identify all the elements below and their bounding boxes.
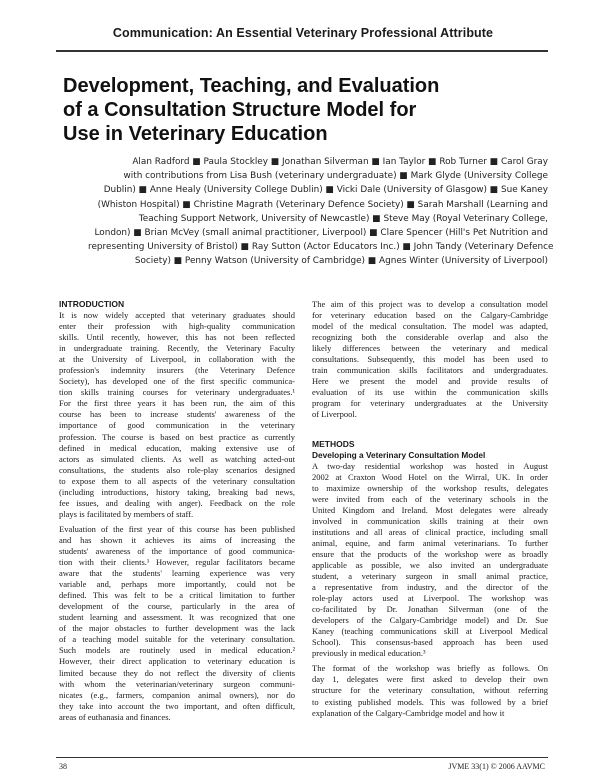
text-line: limited because they do not reflect the diversity of clients <box>59 667 295 678</box>
text-line: student learning and assessment. It was recognized that one <box>59 612 295 623</box>
journal-citation: JVME 33(1) © 2006 AAVMC <box>448 762 545 771</box>
text-line: of the major obstacles to further development was the lack <box>59 623 295 634</box>
text-line: development of the course, particularly in the area of <box>59 601 295 612</box>
text-line: to expose them to all aspects of the veterinary consultation <box>59 475 295 486</box>
section-heading-introduction: INTRODUCTION <box>59 299 125 309</box>
paragraph <box>312 663 548 718</box>
text-line: likely differences between the veterinary and medical <box>312 343 548 354</box>
text-line: to maximize ownership of the workshop results, delegates <box>312 482 548 493</box>
text-line: importance of good communication in the veterinary <box>59 420 295 431</box>
author-line: Alan Radford ■ Paula Stockley ■ Jonathan Silverman ■ Ian Taylor ■ Rob Turner ■ Carol Gray <box>132 157 548 167</box>
text-line: nicates (e.g., farmers, companion animal owners), nor do <box>59 689 295 700</box>
text-line: co-facilitated by Dr. Jonathan Silverman (one of the <box>312 604 548 615</box>
author-line: Dublin) ■ Anne Healy (University College Dublin) ■ Vicki Dale (University of Glasgow) ■ Sue Kaney <box>103 185 548 196</box>
text-line: student, a veterinary surgeon in small animal practice, <box>312 570 548 581</box>
text-line: tion with their clients.¹ However, regular facilitators became <box>59 557 295 568</box>
text-line: train communication skills facilitators and undergraduates. <box>312 365 548 376</box>
text-line: were invited from each of the veterinary schools in the <box>312 493 548 504</box>
text-line: areas of euthanasia and finances. <box>59 711 171 722</box>
text-line: at the University of Liverpool, in collaboration with the <box>59 354 295 365</box>
author-line: (Whiston Hospital) ■ Christine Magrath (Veterinary Defence Society) ■ Sarah Marshall (Learning and <box>97 199 548 210</box>
text-line: involved in communication skills training at their own <box>312 515 548 526</box>
author-line: London) ■ Brian McVey (small animal practitioner, Liverpool) ■ Clare Spencer (Hill's Pet Nutrition and <box>94 228 548 239</box>
text-line: skills. Until recently, however, this has not been reflected <box>59 332 295 343</box>
text-line: recognizing both the considerable overlap and also the <box>312 332 548 343</box>
text-line: Here we present the model and provide results of <box>312 376 548 387</box>
text-line: It is now widely accepted that veterinary graduates should <box>59 310 295 320</box>
right-column <box>312 299 548 723</box>
author-line: Teaching Support Network, University of Newcastle) ■ Steve May (Royal Veterinary College, <box>138 213 548 224</box>
text-line: previously in medical education.³ <box>312 648 426 659</box>
text-line: developers of the Calgary-Cambridge model) and Dr. Sue <box>312 615 548 626</box>
paragraph <box>59 310 295 520</box>
title-line: Development, Teaching, and Evaluation <box>63 75 440 97</box>
subsection-heading: Developing a Veterinary Consultation Model <box>312 449 486 460</box>
text-line: United Kingdom and Ireland. Most delegates were already <box>312 504 548 515</box>
text-line: defined in medical education, making extensive use of <box>59 442 295 453</box>
title-line: of a Consultation Structure Model for <box>63 99 417 121</box>
header-rule <box>56 50 548 52</box>
text-line: role-play actors used at Liverpool. The workshop was <box>312 593 548 604</box>
text-line: course has been to increase students' awareness of the <box>59 409 295 420</box>
text-line: profession's indemnity insurers (the Veterinary Defence <box>59 365 295 376</box>
paragraph <box>312 461 548 660</box>
author-line: with contributions from Lisa Bush (veterinary undergraduate) ■ Mark Glyde (University College <box>123 171 548 182</box>
text-line: However, their direct application to veterinary education is <box>59 656 295 667</box>
article-title <box>63 74 533 146</box>
text-line: profession. The course is based on best practice as currently <box>59 431 295 442</box>
text-line: The format of the workshop was briefly as follows. On <box>312 663 548 674</box>
text-line: and has shown it achieves its aims of increasing the <box>59 534 295 545</box>
text-line: 2002 at Craxton Wood Hotel on the Wirral, UK. In order <box>312 471 548 482</box>
section-heading-methods: METHODS <box>312 438 355 449</box>
text-line: model of the medical consultation. The model was adapted, <box>312 321 548 332</box>
text-line: of a teaching model suitable for the veterinary consultation. <box>59 634 295 645</box>
text-line: applicable as possible, we also invited an undergraduate <box>312 559 548 570</box>
text-line: they take into account the two important, and often difficult, <box>59 700 295 711</box>
footer-rule <box>56 757 548 758</box>
text-line: Evaluation of the first year of this course has been published <box>59 523 295 534</box>
text-line: consultations. Subsequently, this model has been used to <box>312 354 548 365</box>
text-line: evaluation of its use within the communication skills <box>312 387 548 398</box>
text-line: students' awareness of the importance of good communica- <box>59 545 295 556</box>
text-line: actors as simulated clients. As well as watching acted-out <box>59 453 295 464</box>
text-line: to existing published models. This was followed by a brief <box>312 696 548 707</box>
text-line: School). This consensus-based approach has been used <box>312 637 548 648</box>
left-column <box>59 299 295 727</box>
text-line: (including introductions, history taking, breaking bad news, <box>59 486 295 497</box>
text-line: institutions and all areas of clinical practice, including small <box>312 526 548 537</box>
running-head: Communication: An Essential Veterinary Professional Attribute <box>112 26 494 40</box>
text-line: Such models are routinely used in medical education.² <box>59 645 295 656</box>
text-line: structure for the veterinary consultation, without referring <box>312 685 548 696</box>
text-line: of Liverpool. <box>312 409 357 420</box>
text-line: variable and, perhaps more importantly, could not be <box>59 579 295 590</box>
text-line: Kaney (teaching communications skill at Liverpool Medical <box>312 626 548 637</box>
page-number: 38 <box>59 762 67 771</box>
title-line: Use in Veterinary Education <box>63 123 328 145</box>
author-list <box>88 155 554 269</box>
text-line: tion skills training courses for veterinary undergraduates.¹ <box>59 387 295 398</box>
text-line: plays is facilitated by members of staff. <box>59 508 194 519</box>
text-line: Society), has developed one of the first specific communica- <box>59 376 295 387</box>
text-line: day 1, delegates were first asked to develop their own <box>312 674 548 685</box>
author-line: Society) ■ Penny Watson (University of Cambridge) ■ Agnes Winter (University of Liverpool) <box>134 256 548 267</box>
text-line: For the first three years it has been run, the aim of this <box>59 398 295 409</box>
text-line: enter their profession with high-quality communication <box>59 321 295 332</box>
text-line: in undergraduate training. Recently, the Veterinary Faculty <box>59 343 295 354</box>
text-line: A two-day residential workshop was hosted in August <box>312 460 548 471</box>
text-line: consultations, the students also role-play scenarios designed <box>59 464 295 475</box>
text-line: explanation of the Calgary-Cambridge model and how it <box>312 707 505 718</box>
text-line: for veterinary education based on the Calgary-Cambridge <box>312 310 548 321</box>
text-line: animal, equine, and farm animal veterinarians. To further <box>312 537 548 548</box>
text-line: aware that the students' learning experience was very <box>59 568 295 579</box>
paragraph <box>59 524 295 723</box>
text-line: The aim of this project was to develop a consultation model <box>312 299 548 309</box>
text-line: defined. This was felt to be a critical limitation to further <box>59 590 295 601</box>
author-line: representing University of Bristol) ■ Ray Sutton (Actor Educators Inc.) ■ John Tandy (Veterinary Defence <box>88 242 554 253</box>
text-line: a representative from industry, and the director of the <box>312 582 548 593</box>
text-line: fee issues, and dealing with anger). Feedback on the role <box>59 497 295 508</box>
text-line: program for veterinary undergraduates at the University <box>312 398 548 409</box>
text-line: with whom the veterinarian/veterinary surgeon communi- <box>59 678 295 689</box>
text-line: ensure that the products of the workshop were as broadly <box>312 548 548 559</box>
paragraph <box>312 299 548 421</box>
